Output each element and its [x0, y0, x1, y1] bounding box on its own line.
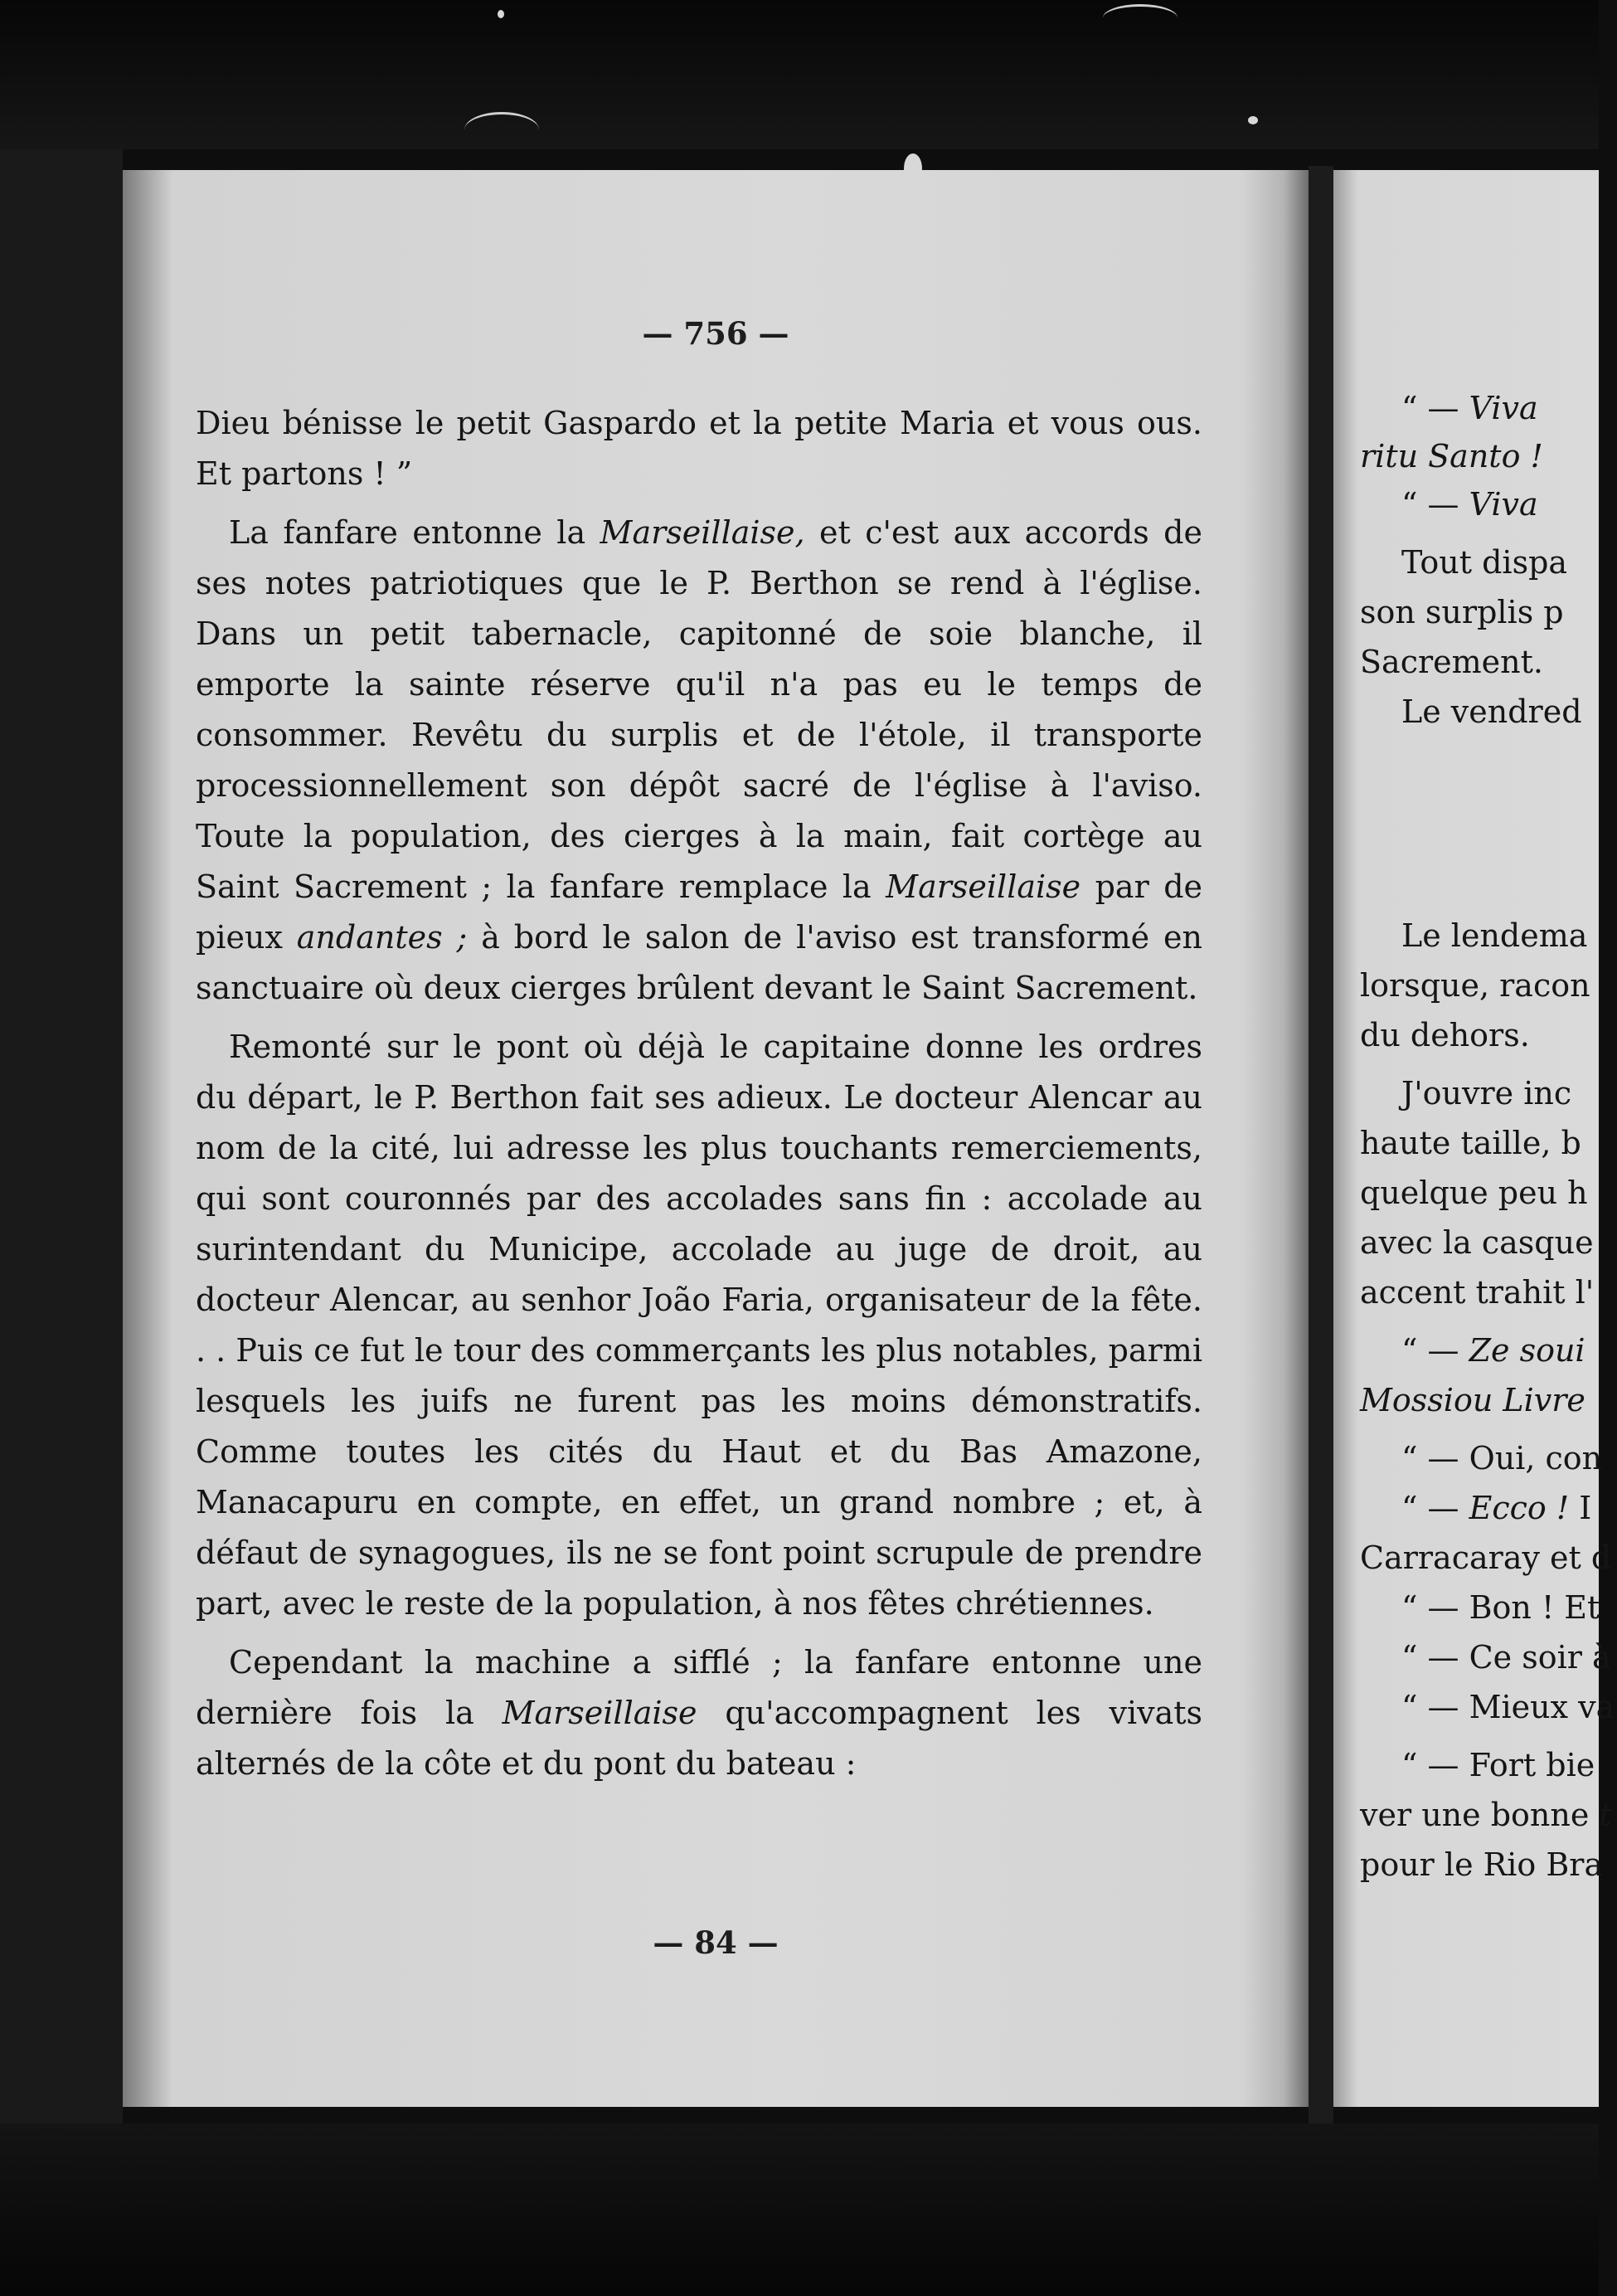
- text-run: pour le Rio Bra: [1360, 1846, 1604, 1883]
- page-header-number: — 756 —: [642, 315, 789, 352]
- italic-text-run: Mossiou Livre: [1360, 1382, 1585, 1418]
- text-run: “ —: [1401, 1332, 1469, 1369]
- right-page-line: [1401, 1332, 1585, 1369]
- right-page-line: [1360, 1274, 1594, 1311]
- right-page-line: [1360, 1224, 1594, 1261]
- page-footer-number: — 84 —: [653, 1924, 779, 1961]
- italic-text-run: t: [1599, 1797, 1612, 1833]
- italic-text-run: Viva: [1469, 390, 1538, 426]
- text-run: à bord le salon de l'aviso est transformé en sanctuaire où deux cierges brûlent devant le Saint Sacrement.: [196, 919, 1202, 1006]
- right-page-line: [1401, 1747, 1595, 1783]
- text-run: Sacrement.: [1360, 644, 1543, 680]
- text-run: son surplis p: [1360, 594, 1564, 630]
- text-run: Dieu bénisse le petit Gaspardo et la petite Maria et vous ous. Et partons ! ”: [196, 405, 1202, 492]
- italic-text-run: Marseillaise: [886, 868, 1081, 905]
- text-run: Tout dispa: [1401, 544, 1568, 581]
- text-run: I: [1569, 1490, 1592, 1526]
- right-page-line: [1360, 1382, 1585, 1418]
- text-run: “ — Bon ! Et: [1401, 1589, 1600, 1626]
- right-page-line: [1401, 390, 1538, 426]
- text-run: du dehors.: [1360, 1017, 1530, 1053]
- right-page-line: [1360, 1017, 1530, 1053]
- film-border-bottom: [0, 2123, 1599, 2296]
- right-page-line: [1401, 917, 1587, 954]
- text-run: “ —: [1401, 1490, 1469, 1526]
- italic-text-run: Ze soui: [1469, 1332, 1585, 1369]
- text-run: Cependant la machine a sifflé ; la fanfare entonne une dernière fois la: [196, 1644, 1202, 1731]
- text-run: Le lendema: [1401, 917, 1588, 954]
- left-page-body: [196, 398, 1202, 1789]
- text-run: Remonté sur le pont où déjà le capitaine donne les ordres du départ, le P. Berthon fait ses adieux. Le docteur Alencar au nom de la cité, lui adresse les plus touchants remerciements, qui sont couronnés par des accolades sans fin : accolade au surintendant du Municipe, accolade au juge de droit, au docteur Alencar, au senhor João Faria, organisateur de la fête. . . Puis ce fut le tour des commerçants les plus notables, parmi lesquels les juifs ne furent pas les moins démonstratifs. Comme toutes les cités du Haut et du Bas Amazone, Manacapuru en compte, en effet, un grand nombre ; et, à défaut de synagogues, ils ne se font point scrupule de prendre part, avec le reste de la population, à nos fêtes chrétiennes.: [196, 1029, 1202, 1622]
- text-run: Carracaray et d: [1360, 1540, 1612, 1576]
- right-page-line: [1401, 486, 1538, 523]
- text-run: “ —: [1401, 486, 1469, 523]
- film-border-top: [0, 0, 1599, 149]
- text-run: avec la casque: [1360, 1224, 1594, 1261]
- right-page-line: [1401, 1490, 1591, 1526]
- paragraph: [196, 1022, 1202, 1629]
- right-page-line: [1360, 594, 1564, 630]
- right-page-line: [1401, 1440, 1602, 1476]
- right-page-line: [1401, 544, 1567, 581]
- text-run: J'ouvre inc: [1401, 1075, 1572, 1112]
- italic-text-run: Ecco !: [1469, 1490, 1570, 1526]
- right-page-line: [1401, 693, 1582, 730]
- text-run: qu'accompagnent les vivats alternés de la côte et du pont du bateau :: [196, 1695, 1202, 1782]
- right-page-line: [1360, 1540, 1611, 1576]
- film-border-left: [0, 149, 123, 2123]
- paragraph: [196, 1637, 1202, 1789]
- text-run: et c'est aux accords de ses notes patriotiques que le P. Berthon se rend à l'église. Dans un petit tabernacle, capitonné de soie blanche, il emporte la sainte réserve qu'il n'a pas eu le temps de consommer. Revêtu du surplis et de l'étole, il transporte processionnellement son dépôt sacré de l'église à l'aviso. Toute la population, des cierges à la main, fait cortège au Saint Sacrement ; la fanfare remplace la: [196, 514, 1202, 905]
- text-run: Le vendred: [1401, 693, 1582, 730]
- text-run: quelque peu h: [1360, 1175, 1588, 1211]
- text-run: “ — Ce soir à: [1401, 1639, 1611, 1676]
- text-run: La fanfare entonne la: [229, 514, 600, 551]
- text-run: par de pieux: [196, 868, 1203, 956]
- right-page-line: [1360, 1125, 1581, 1161]
- right-page-line: [1360, 438, 1543, 474]
- italic-text-run: Viva: [1469, 486, 1538, 523]
- text-run: “ — Mieux va: [1401, 1689, 1615, 1725]
- film-scratch: [464, 112, 539, 148]
- text-run: “ — Oui, con: [1401, 1440, 1603, 1476]
- paragraph: [196, 398, 1202, 499]
- right-page-line: [1360, 644, 1543, 680]
- right-page-line: [1360, 1175, 1588, 1211]
- right-page-line: [1360, 1846, 1603, 1883]
- text-run: “ —: [1401, 390, 1469, 426]
- italic-text-run: Marseillaise,: [600, 514, 805, 551]
- paragraph: [196, 508, 1202, 1014]
- dust-speck: [1248, 116, 1258, 124]
- text-run: lorsque, racon: [1360, 967, 1590, 1004]
- italic-text-run: ritu Santo !: [1360, 438, 1543, 474]
- book-gutter: [1309, 166, 1333, 2123]
- italic-text-run: andantes ;: [296, 919, 468, 956]
- film-scratch: [1103, 4, 1178, 32]
- right-page-line: [1401, 1589, 1600, 1626]
- right-page-line: [1401, 1075, 1571, 1112]
- right-page-line: [1360, 967, 1590, 1004]
- italic-text-run: Marseillaise: [502, 1695, 697, 1731]
- text-run: accent trahit l': [1360, 1274, 1595, 1311]
- dust-speck: [498, 10, 504, 18]
- right-page-line: [1401, 1639, 1611, 1676]
- text-run: “ — Fort bie: [1401, 1747, 1595, 1783]
- text-run: haute taille, b: [1360, 1125, 1581, 1161]
- text-run: ver une bonne: [1360, 1797, 1600, 1833]
- right-page-line: [1401, 1689, 1615, 1725]
- right-page-line: [1360, 1797, 1612, 1833]
